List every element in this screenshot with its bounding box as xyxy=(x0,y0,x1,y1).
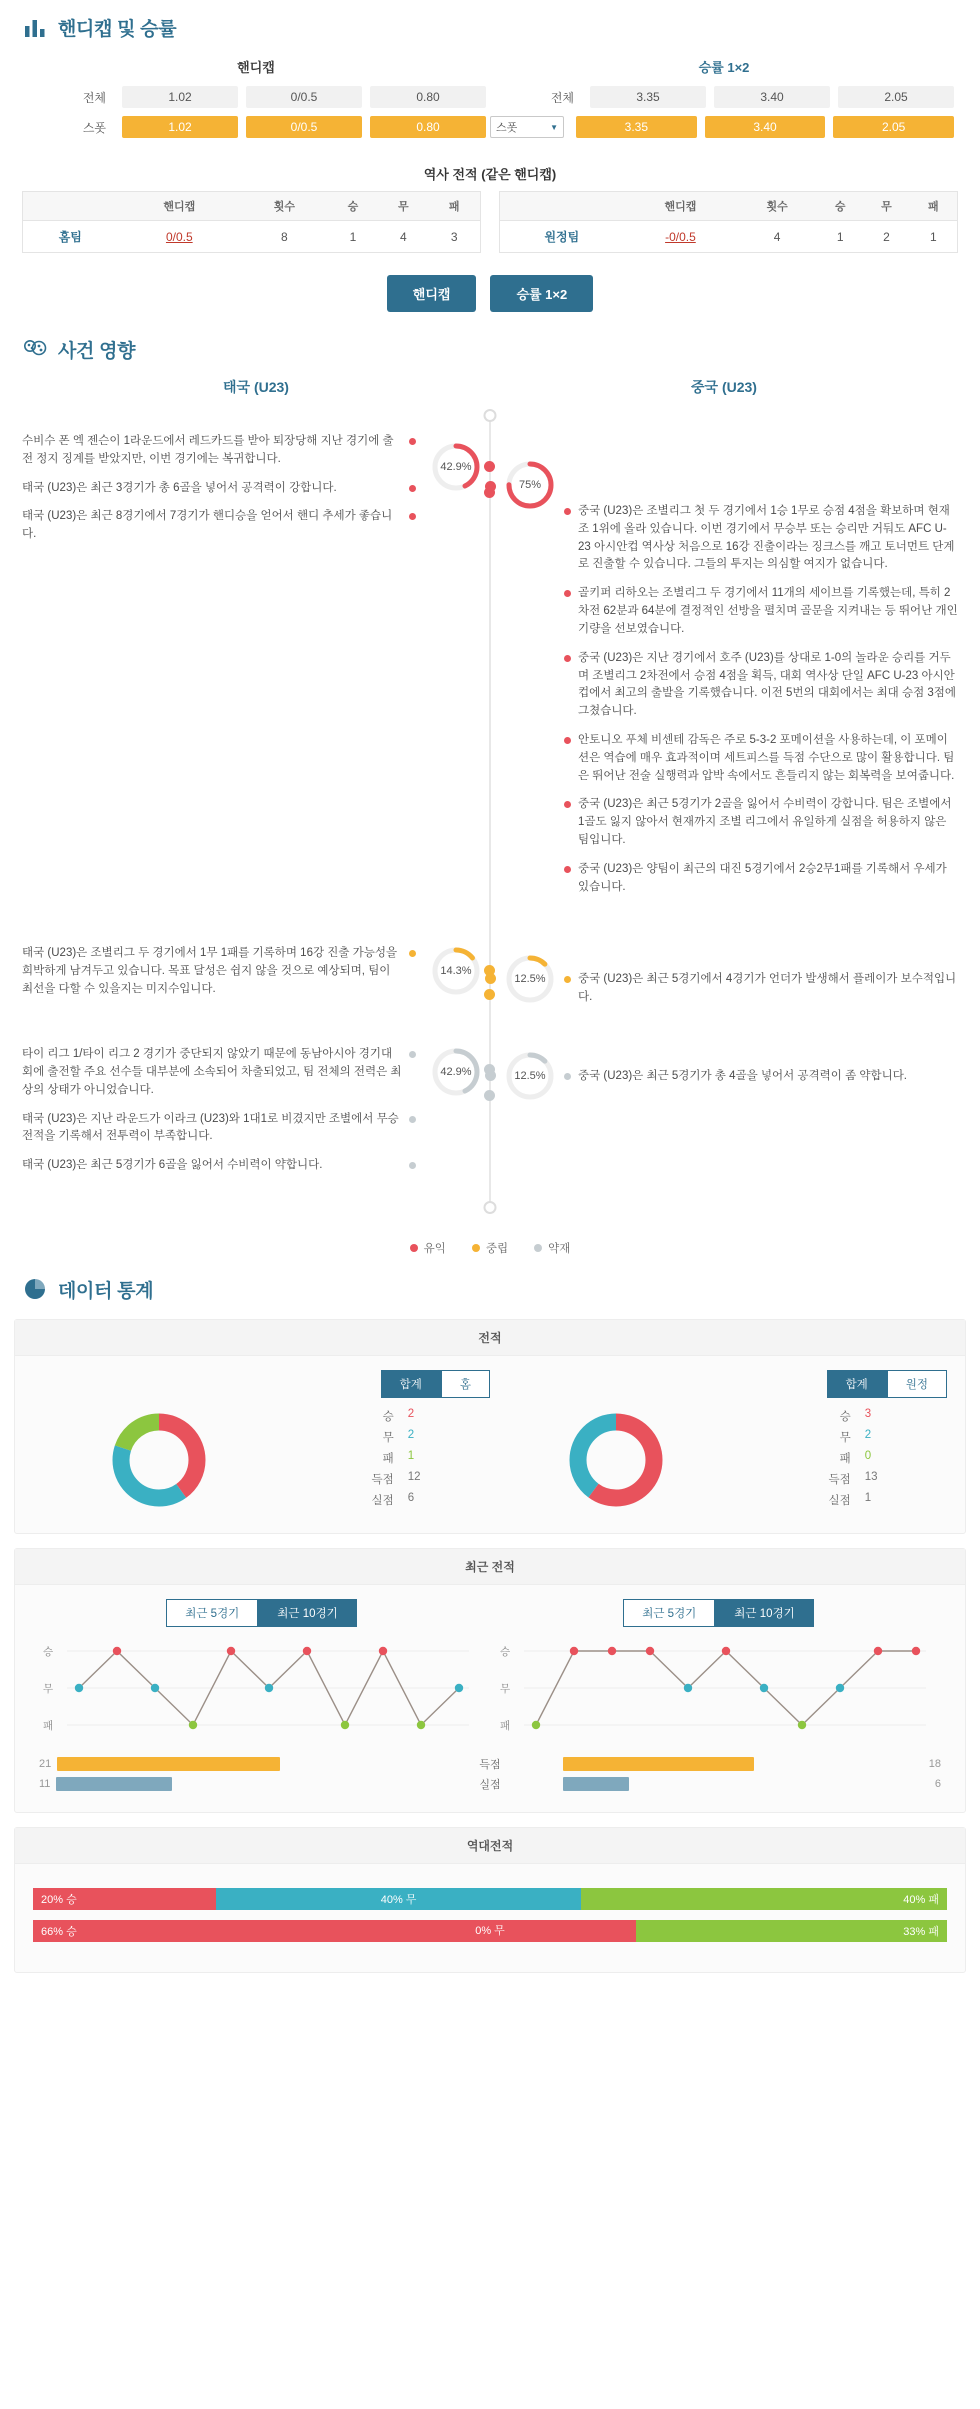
legend-item-positive xyxy=(410,1240,446,1256)
odds-row-spot xyxy=(490,116,958,138)
odds-cell[interactable]: 3.35 xyxy=(576,116,697,138)
cell-team: 홈팀 xyxy=(58,230,82,244)
bullet-text: 태국 (U23)은 최근 8경기에서 7경기가 핸디승을 얻어서 핸디 추세가 좋습니다. xyxy=(22,510,393,541)
kv-value: 0 xyxy=(864,1449,872,1462)
kv-win xyxy=(741,1408,947,1424)
kv-goals-against xyxy=(741,1492,947,1508)
gauge-left-neutral xyxy=(430,945,482,997)
kv-win xyxy=(284,1408,490,1424)
goals-against-label: 실점 xyxy=(479,1778,501,1791)
list-item xyxy=(564,650,958,721)
col-draw: 무 xyxy=(378,192,428,221)
gauge-right-neutral xyxy=(504,953,556,1005)
chevron-down-icon: ▼ xyxy=(550,122,558,132)
kv-goals-for xyxy=(741,1471,947,1487)
cell-count: 4 xyxy=(773,229,781,244)
goals-against-home xyxy=(33,1777,417,1791)
list-item xyxy=(564,861,958,897)
list-item xyxy=(564,503,958,574)
odds-1x2-button[interactable]: 승률 1×2 xyxy=(490,275,593,312)
timeline-node xyxy=(485,1070,496,1081)
bullet-dot-positive xyxy=(564,866,571,873)
timeline-node xyxy=(485,973,496,984)
cells-icon xyxy=(22,337,48,363)
goals-for-home-value: 21 xyxy=(39,1757,52,1770)
tab-last10[interactable]: 최근 10경기 xyxy=(258,1599,356,1627)
history-table-away xyxy=(499,191,958,253)
tab-last10[interactable]: 최근 10경기 xyxy=(715,1599,813,1627)
table-header-row xyxy=(500,192,958,221)
record-halves xyxy=(33,1370,947,1513)
goals-against-home-bar-track xyxy=(56,1777,416,1791)
bullet-dot-positive xyxy=(409,513,416,520)
record-home-row xyxy=(33,1408,490,1513)
timeline-cap-top xyxy=(484,409,497,422)
h2h-win-1: 20% 승 xyxy=(33,1888,216,1910)
goals-for-home xyxy=(33,1757,417,1771)
record-card xyxy=(14,1319,966,1534)
list-item xyxy=(22,480,416,498)
odds-handicap-column xyxy=(22,53,490,146)
record-home-values xyxy=(284,1408,490,1513)
kv-goals-for xyxy=(284,1471,490,1487)
bullet-text: 태국 (U23)은 최근 3경기가 총 6골을 넣어서 공격력이 강합니다. xyxy=(22,481,337,494)
odds-cell[interactable]: 1.02 xyxy=(122,116,238,138)
bullet-text: 중국 (U23)은 지난 경기에서 호주 (U23)를 상대로 1-0의 놀라운 승리를 거두며 조별리그 2차전에서 승점 4점을 획득, 대회 역사상 단일 AFC U-23 아시안컵에서 최고의 출발을 기록했습니다. 이전 5번의 대회에서는 최대 승점 3점에 그쳤습니다. xyxy=(578,651,957,718)
axis-label-draw: 무 xyxy=(43,1682,54,1695)
record-away-donut-wrap xyxy=(490,1408,741,1512)
tab-total[interactable]: 합계 xyxy=(381,1370,441,1398)
bullet-text: 타이 리그 1/타이 리그 2 경기가 중단되지 않았기 때문에 동남아시아 경기대회에 출전할 주요 선수들 대부분에 소속되어 차출되었고, 팀 전체의 전력은 최상의 상태가 아니었습니다. xyxy=(22,1048,402,1096)
odds-cell[interactable]: 3.40 xyxy=(714,86,830,108)
handicap-section-header xyxy=(0,0,980,49)
recent-form-halves xyxy=(33,1599,947,1752)
gauge-value: 42.9% xyxy=(440,1066,472,1079)
tab-total[interactable]: 합계 xyxy=(827,1370,887,1398)
bar-chart-icon xyxy=(22,15,48,41)
h2h-loss-2: 33% 패 xyxy=(636,1920,947,1942)
record-home-donut-wrap xyxy=(33,1408,284,1512)
event-left-bullets-negative xyxy=(22,1046,416,1175)
tab-last5[interactable]: 최근 5경기 xyxy=(623,1599,715,1627)
goals-against-home-value: 11 xyxy=(39,1777,51,1790)
bullet-text: 골키퍼 리하오는 조별리그 두 경기에서 11개의 세이브를 기록했는데, 특히 2차전 62분과 64분에 결정적인 선방을 펼치며 골문을 지켜내는 등 뛰어난 개인 기량을 선보였습니다. xyxy=(578,587,958,635)
bullet-dot-negative xyxy=(564,1073,571,1080)
h2h-loss-1: 40% 패 xyxy=(581,1888,947,1910)
kv-label: 득점 xyxy=(371,1473,394,1486)
event-title: 사건 영향 xyxy=(58,341,136,362)
bullet-text: 태국 (U23)은 지난 라운드가 이라크 (U23)와 1대1로 비겼지만 조별에서 무승전적을 기록해서 전투력이 부족합니다. xyxy=(22,1112,399,1143)
bullet-text: 중국 (U23)은 양팀이 최근의 대진 5경기에서 2승2무1패를 기록해서 우세가 있습니다. xyxy=(578,862,947,893)
event-right-bullets-neutral xyxy=(564,945,958,1007)
timeline-node xyxy=(485,481,496,492)
bullet-dot-negative xyxy=(409,1051,416,1058)
odds-cell[interactable]: 2.05 xyxy=(833,116,954,138)
kv-label: 득점 xyxy=(828,1473,851,1486)
gauge-value: 12.5% xyxy=(514,973,546,986)
odds-cell[interactable]: 3.35 xyxy=(590,86,706,108)
legend-dot-icon xyxy=(534,1244,542,1252)
cell-win: 1 xyxy=(349,229,357,244)
bullet-dot-positive xyxy=(564,801,571,808)
event-right-bullets xyxy=(564,433,958,896)
h2h-draw-1: 40% 무 xyxy=(216,1888,582,1910)
table-row xyxy=(500,221,958,253)
list-item xyxy=(22,508,416,544)
bullet-text: 중국 (U23)은 최근 5경기가 총 4골을 넣어서 공격력이 좀 약합니다. xyxy=(578,1070,908,1083)
gauge-value: 42.9% xyxy=(440,461,472,473)
list-item xyxy=(564,971,958,1007)
spot-select[interactable] xyxy=(490,116,564,138)
col-count: 횟수 xyxy=(737,192,817,221)
record-home-tabs xyxy=(33,1370,490,1398)
list-item xyxy=(22,433,416,469)
kv-value: 6 xyxy=(407,1491,415,1504)
kv-loss xyxy=(741,1450,947,1466)
kv-label: 승 xyxy=(839,1410,851,1423)
timeline-left-negative xyxy=(22,1046,490,1186)
timeline-right-positive xyxy=(490,433,958,907)
event-left-team: 태국 (U23) xyxy=(223,379,289,395)
axis-label-win: 승 xyxy=(43,1645,54,1658)
bullet-text: 태국 (U23)은 최근 5경기가 6골을 잃어서 수비력이 약합니다. xyxy=(22,1159,323,1172)
col-loss: 패 xyxy=(428,192,480,221)
cell-handicap[interactable]: -0/0.5 xyxy=(665,229,696,244)
handicap-button[interactable]: 핸디캡 xyxy=(387,275,477,312)
col-win: 승 xyxy=(817,192,863,221)
bullet-text: 중국 (U23)은 조별리그 첫 두 경기에서 1승 1무로 승점 4점을 확보하며 현재 조 1위에 올라 있습니다. 이번 경기에서 무승부 또는 승리만 거둬도 AFC U-23 아시안컵 역사상 처음으로 16강 진출이라는 징크스를 깨고 토너먼트 단계로 진출할 수 있습니다. 그들의 투지는 의심할 여지가 없습니다. xyxy=(578,505,955,571)
bullet-dot-negative xyxy=(409,1116,416,1123)
history-table-home xyxy=(22,191,481,253)
list-item xyxy=(564,732,958,785)
odds-cell[interactable]: 3.40 xyxy=(705,116,826,138)
pie-chart-icon xyxy=(22,1276,48,1302)
bullet-dot-neutral xyxy=(409,950,416,957)
legend-item-neutral xyxy=(472,1240,508,1256)
bullet-dot-negative xyxy=(409,1162,416,1169)
cell-loss: 1 xyxy=(929,229,937,244)
list-item xyxy=(564,1068,958,1086)
bullet-dot-positive xyxy=(564,737,571,744)
cell-win: 1 xyxy=(836,229,844,244)
legend-item-negative xyxy=(534,1240,570,1256)
record-card-title: 전적 xyxy=(15,1320,965,1356)
list-item xyxy=(564,796,958,849)
event-section-header xyxy=(0,322,980,371)
record-card-body xyxy=(15,1356,965,1533)
kv-label: 패 xyxy=(382,1452,394,1465)
kv-value: 12 xyxy=(407,1470,421,1483)
gauge-value: 75% xyxy=(518,479,542,491)
bullet-dot-positive xyxy=(564,508,571,515)
goals-against-away-bar xyxy=(563,1777,629,1791)
h2h-card-body xyxy=(15,1864,965,1972)
goals-for-home-bar xyxy=(57,1757,280,1771)
gauge-value: 12.5% xyxy=(514,1070,546,1083)
odds-row-label: 전체 xyxy=(550,90,574,105)
kv-draw xyxy=(741,1429,947,1445)
goals-against-home-bar xyxy=(56,1777,171,1791)
cell-loss: 3 xyxy=(450,229,458,244)
history-title: 역사 전적 (같은 핸디캡) xyxy=(423,167,557,182)
axis-label-loss: 패 xyxy=(500,1719,511,1732)
bullet-text: 중국 (U23)은 최근 5경기가 2골을 잃어서 수비력이 강합니다. 팀은 조별에서 1골도 잃지 않아서 현재까지 조별 리그에서 유일하게 실점을 허용하지 않은 팀입니다. xyxy=(578,798,952,846)
record-away-tabs xyxy=(490,1370,947,1398)
bullet-text: 안토니오 푸체 비센테 감독은 주로 5-3-2 포메이션을 사용하는데, 이 포메이션은 역습에 매우 효과적이며 세트피스를 득점 수단으로 많이 활용합니다. 팀은 뛰어난 전술 실행력과 압박 속에서도 흔들리지 않는 회복력을 보여줍니다. xyxy=(578,733,955,782)
event-team-headers xyxy=(0,371,980,397)
odds-cell[interactable]: 0/0.5 xyxy=(246,116,362,138)
gauge-left-positive xyxy=(430,441,482,493)
timeline-group-negative xyxy=(22,1046,958,1226)
bullet-text: 태국 (U23)은 조별리그 두 경기에서 1무 1패를 기록하며 16강 진출 가능성을 희박하게 남겨두고 있습니다. 목표 달성은 쉽지 않을 것으로 예상되며, 팀이 최선을 다할 수 있을지는 미지수입니다. xyxy=(22,947,398,996)
legend-label: 중립 xyxy=(485,1242,509,1255)
kv-label: 실점 xyxy=(828,1494,851,1507)
odds-row-total xyxy=(490,86,958,108)
goals-for-away xyxy=(563,1757,947,1771)
timeline-group-neutral xyxy=(22,945,958,1018)
goals-for-label: 득점 xyxy=(479,1758,501,1771)
bullet-dot-positive xyxy=(564,655,571,662)
odds-handicap-title: 핸디캡 xyxy=(237,60,275,75)
recent-form-body xyxy=(15,1585,965,1812)
gauge-right-positive xyxy=(504,459,556,511)
cell-handicap[interactable]: 0/0.5 xyxy=(165,229,193,244)
odds-row-spot xyxy=(22,116,490,138)
bullet-dot-neutral xyxy=(564,976,571,983)
bullet-text: 중국 (U23)은 최근 5경기에서 4경기가 언더가 발생해서 플레이가 보수적입니다. xyxy=(578,973,957,1004)
spot-select-value: 스폿 xyxy=(496,122,518,134)
axis-label-draw: 무 xyxy=(500,1682,511,1695)
odds-cell[interactable]: 0.80 xyxy=(370,86,486,108)
goals-against-away-bar-track xyxy=(563,1777,929,1791)
kv-label: 패 xyxy=(839,1452,851,1465)
col-draw: 무 xyxy=(863,192,909,221)
odds-cell[interactable]: 0.80 xyxy=(370,116,486,138)
legend-dot-icon xyxy=(410,1244,418,1252)
odds-1x2-title: 승률 1×2 xyxy=(698,60,750,75)
col-win: 승 xyxy=(328,192,378,221)
record-home-donut xyxy=(107,1408,211,1512)
kv-loss xyxy=(284,1450,490,1466)
record-away-values xyxy=(741,1408,947,1513)
kv-value: 1 xyxy=(864,1491,872,1504)
timeline-left-neutral xyxy=(22,945,490,1009)
kv-goals-against xyxy=(284,1492,490,1508)
list-item xyxy=(22,1046,416,1099)
list-item xyxy=(22,1157,416,1175)
kv-value: 2 xyxy=(407,1407,415,1420)
odds-row-label: 스폿 xyxy=(82,120,106,135)
event-left-bullets xyxy=(22,433,416,544)
odds-1x2-column xyxy=(490,53,958,146)
history-tables xyxy=(0,191,980,253)
table-header-row xyxy=(23,192,481,221)
legend-dot-icon xyxy=(472,1244,480,1252)
h2h-card xyxy=(14,1827,966,1973)
recent-form-away-tabs xyxy=(496,1599,941,1627)
recent-form-home xyxy=(33,1599,490,1752)
record-home xyxy=(33,1370,490,1513)
event-left-bullets-neutral xyxy=(22,945,416,998)
recent-form-home-tabs xyxy=(39,1599,484,1627)
stats-section-header xyxy=(0,1262,980,1311)
col-count: 횟수 xyxy=(241,192,328,221)
odds-row-total xyxy=(22,86,490,108)
event-timeline xyxy=(0,397,980,1226)
timeline-group-positive xyxy=(22,433,958,907)
gauge-right-negative xyxy=(504,1050,556,1102)
timeline-right-negative xyxy=(490,1046,958,1097)
axis-label-win: 승 xyxy=(500,1645,511,1658)
recent-form-card xyxy=(14,1548,966,1813)
goals-for-home-bar-track xyxy=(57,1757,417,1771)
event-right-bullets-negative xyxy=(564,1046,958,1086)
kv-label: 무 xyxy=(382,1431,394,1444)
cell-draw: 2 xyxy=(883,229,890,244)
kv-label: 무 xyxy=(839,1431,851,1444)
event-legend xyxy=(0,1226,980,1262)
timeline-right-neutral xyxy=(490,945,958,1018)
goals-for-away-value: 18 xyxy=(928,1757,941,1770)
bullet-text: 수비수 폰 엑 젠슨이 1라운드에서 레드카드를 받아 퇴장당해 지난 경기에 출전 정지 징계를 받았지만, 이번 경기에는 복귀합니다. xyxy=(22,435,394,465)
legend-label: 약재 xyxy=(548,1242,571,1255)
bullet-dot-positive xyxy=(409,438,416,445)
kv-label: 실점 xyxy=(371,1494,394,1507)
col-handicap: 핸디캡 xyxy=(118,192,241,221)
gauge-value: 14.3% xyxy=(440,965,472,978)
odds-cell[interactable]: 0/0.5 xyxy=(246,86,362,108)
tab-home[interactable]: 홈 xyxy=(441,1370,490,1398)
record-away-donut xyxy=(564,1408,668,1512)
kv-value: 13 xyxy=(864,1470,878,1483)
col-handicap: 핸디캡 xyxy=(624,192,737,221)
bullet-dot-positive xyxy=(564,590,571,597)
odds-cell[interactable]: 2.05 xyxy=(838,86,954,108)
kv-value: 2 xyxy=(407,1428,415,1441)
list-item xyxy=(564,585,958,638)
kv-draw xyxy=(284,1429,490,1445)
h2h-win-2: 66% 승 xyxy=(33,1920,636,1942)
list-item xyxy=(22,945,416,998)
list-item xyxy=(22,1111,416,1147)
axis-label-loss: 패 xyxy=(43,1719,54,1732)
table-row xyxy=(23,221,481,253)
recent-form-away-chart xyxy=(496,1637,936,1747)
toggle-buttons xyxy=(0,253,980,322)
cell-team: 원정팀 xyxy=(544,230,580,244)
col-loss: 패 xyxy=(910,192,958,221)
goals-for-row xyxy=(33,1756,947,1772)
bullet-dot-positive xyxy=(409,485,416,492)
odds-row-label: 전체 xyxy=(82,90,106,105)
tab-away[interactable]: 원정 xyxy=(887,1370,947,1398)
col-team xyxy=(500,192,624,221)
odds-cell[interactable]: 1.02 xyxy=(122,86,238,108)
record-away-row xyxy=(490,1408,947,1513)
h2h-row-1 xyxy=(33,1888,947,1910)
kv-value: 2 xyxy=(864,1428,872,1441)
tab-last5[interactable]: 최근 5경기 xyxy=(166,1599,258,1627)
goals-against-row xyxy=(33,1776,947,1792)
odds-panel xyxy=(0,49,980,146)
cell-count: 8 xyxy=(281,229,288,244)
stats-title: 데이터 통계 xyxy=(58,1280,154,1302)
timeline-left-positive xyxy=(22,433,490,555)
record-away xyxy=(490,1370,947,1513)
h2h-draw-2-label: 0% 무 xyxy=(475,1924,505,1937)
goals-against-away-value: 6 xyxy=(934,1777,941,1790)
kv-value: 1 xyxy=(407,1449,415,1462)
recent-form-away xyxy=(490,1599,947,1752)
cell-draw: 4 xyxy=(399,229,407,244)
kv-label: 승 xyxy=(382,1410,394,1423)
legend-label: 유익 xyxy=(423,1242,446,1255)
goals-for-away-bar-track xyxy=(563,1757,923,1771)
goals-against-away xyxy=(563,1777,947,1791)
gauge-left-negative xyxy=(430,1046,482,1098)
col-team xyxy=(23,192,118,221)
recent-form-home-chart xyxy=(39,1637,479,1747)
kv-value: 3 xyxy=(864,1407,872,1420)
event-right-team: 중국 (U23) xyxy=(691,379,757,395)
recent-form-title: 최근 전적 xyxy=(15,1549,965,1585)
page-title: 핸디캡 및 승률 xyxy=(58,19,177,40)
goals-for-away-bar xyxy=(563,1757,754,1771)
h2h-card-title: 역대전적 xyxy=(15,1828,965,1864)
